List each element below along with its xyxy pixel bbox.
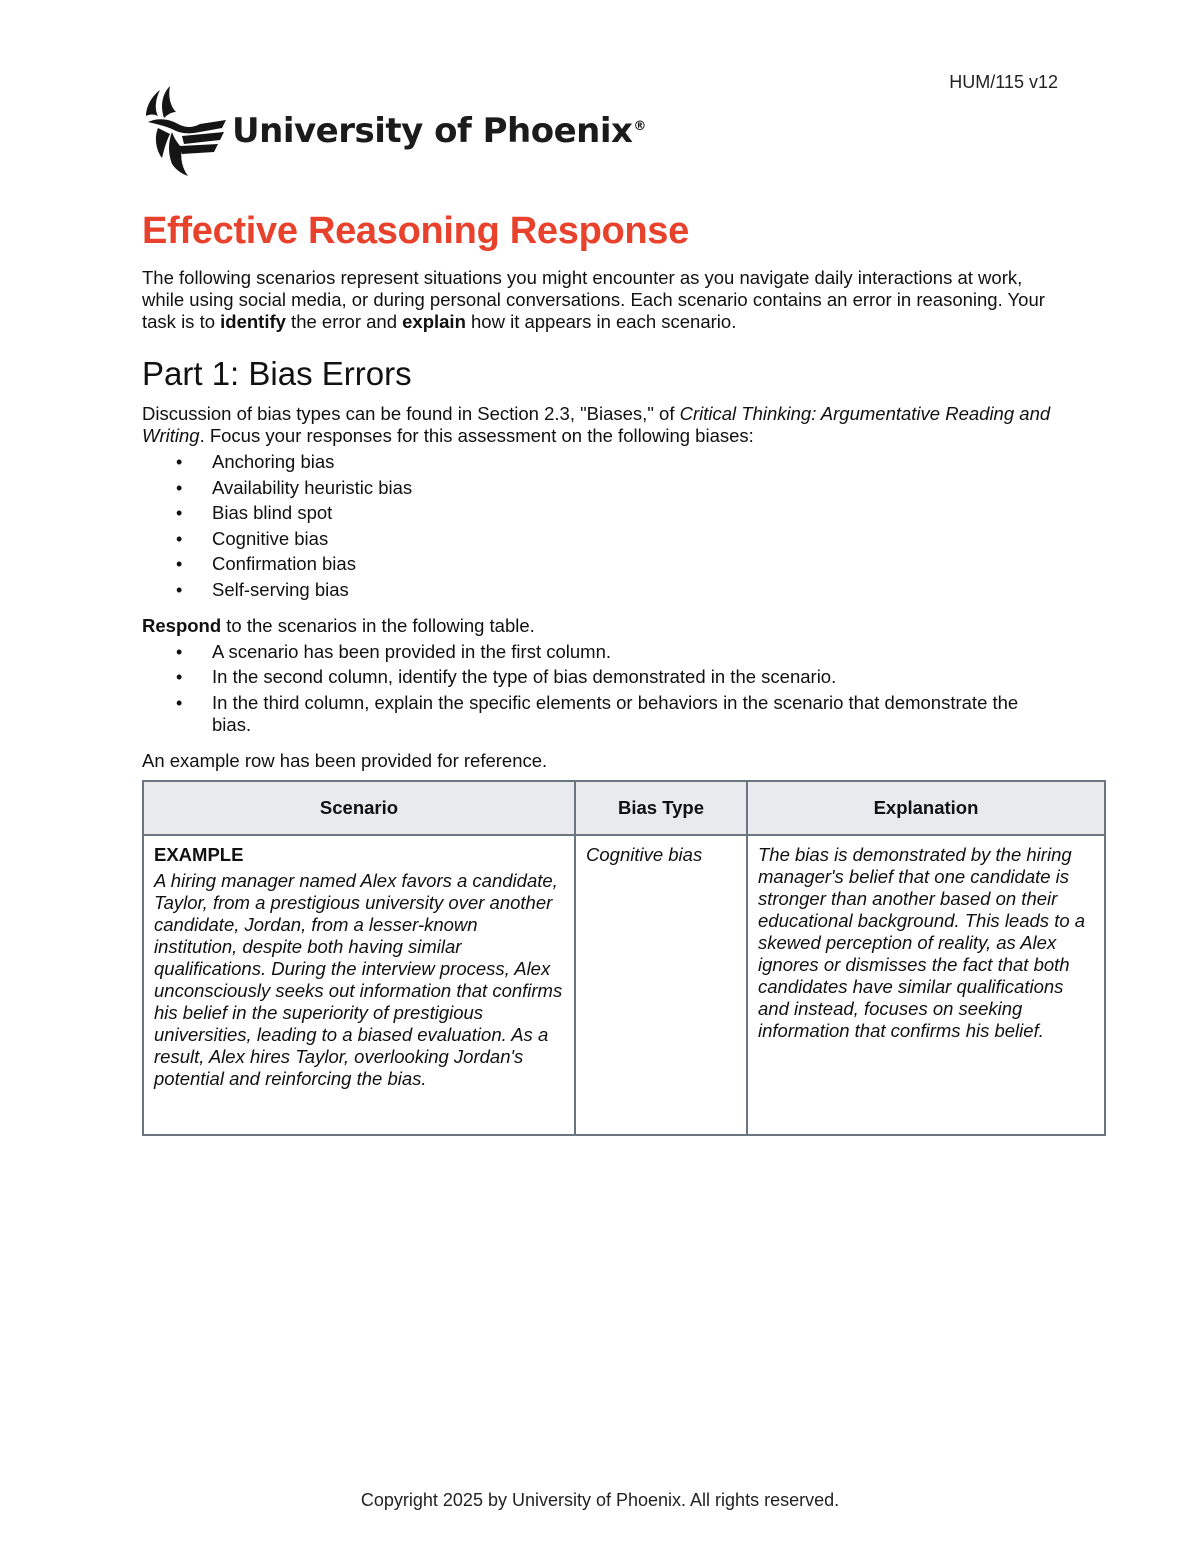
bias-type-cell: Cognitive bias [575,835,747,1135]
document-body [142,210,1062,772]
example-label: EXAMPLE [154,844,244,865]
list-item: • A scenario has been provided in the first column. [212,641,1062,663]
list-item: • Bias blind spot [212,502,1062,524]
list-item: • Anchoring bias [212,451,1062,473]
scenario-cell [143,835,575,1135]
scenario-text: A hiring manager named Alex favors a candidate, Taylor, from a prestigious university over another candidate, Jordan, from a lesser-known institution, despite both having similar qualifications. During the interview process, Alex unconsciously seeks out information that confirms his belief in the superiority of prestigious universities, leading to a biased evaluation. As a result, Alex hires Taylor, overlooking Jordan's potential and reinforcing the bias. [154,870,563,1089]
column-header-bias-type: Bias Type [575,781,747,835]
table-header-row [143,781,1105,835]
list-item: • Confirmation bias [212,553,1062,575]
column-header-scenario: Scenario [143,781,575,835]
list-item: • Self-serving bias [212,579,1062,601]
list-item: • Cognitive bias [212,528,1062,550]
logo-wordmark: University of Phoenix® [232,111,646,151]
list-item: • In the second column, identify the type of bias demonstrated in the scenario. [212,666,1062,688]
table-row [143,835,1105,1135]
copyright-footer: Copyright 2025 by University of Phoenix. All rights reserved. [360,1490,840,1510]
bias-list [142,451,1062,601]
reference-note: An example row has been provided for reference. [142,749,548,771]
phoenix-bird-icon [142,84,228,178]
intro-paragraph: The following scenarios represent situations you might encounter as you navigate daily interactions at work, while using social media, or during personal conversations. Each scenario contains an error in reasoning. Your task is to identify the error and explain how it appears in each scenario. [142,267,1045,332]
bias-table [142,780,1106,1136]
respond-instruction: Respond to the scenarios in the following table. [142,614,535,636]
document-title: Effective Reasoning Response [142,210,689,252]
list-item: • Availability heuristic bias [212,477,1062,499]
instruction-list [142,641,1062,736]
university-logo [142,84,646,178]
explanation-cell: The bias is demonstrated by the hiring manager's belief that one candidate is stronger than another based on their educational background. This leads to a skewed perception of reality, as Alex ignores or dismisses the fact that both candidates have similar qualifications and instead, focuses on seeking information that confirms his belief. [747,835,1105,1135]
list-item: • In the third column, explain the specific elements or behaviors in the scenario that demonstrate the bias. [212,692,1062,736]
course-code: HUM/115 v12 [949,72,1058,92]
column-header-explanation: Explanation [747,781,1105,835]
section-heading-part1: Part 1: Bias Errors [142,355,412,392]
discussion-paragraph: Discussion of bias types can be found in Section 2.3, "Biases," of Critical Thinking: Argumentative Reading and Writing. Focus your responses for this assessment on the following biases: [142,403,1051,446]
